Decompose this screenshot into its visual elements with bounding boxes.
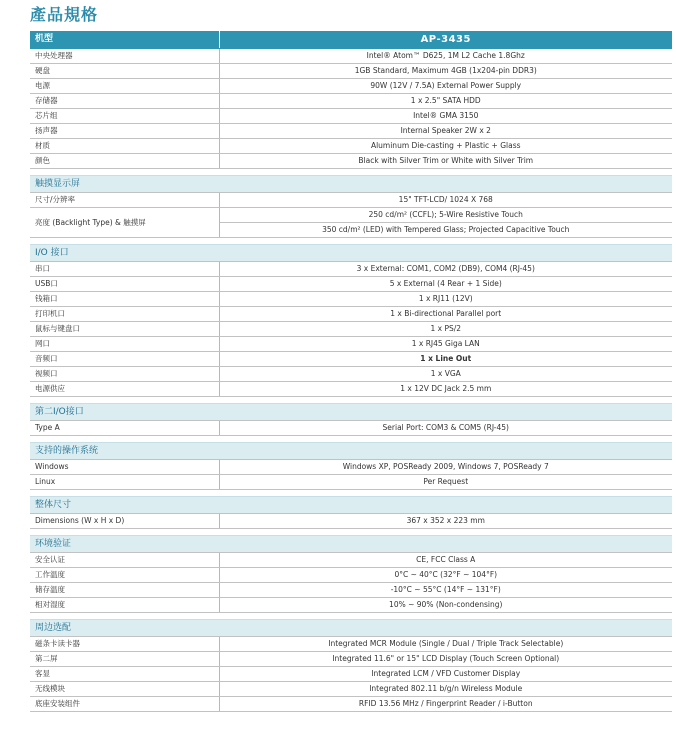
row-label: 磁条卡读卡器 [30,637,219,652]
row-value: Per Request [219,475,672,490]
section-title: 第二I/O接口 [30,404,672,421]
row-value: 1 x PS/2 [219,322,672,337]
row-label: 亮度 (Backlight Type) & 触摸屏 [30,208,219,238]
row-label: 存储器 [30,94,219,109]
row-label: 钱箱口 [30,292,219,307]
table-row [30,352,672,367]
row-value: Internal Speaker 2W x 2 [219,124,672,139]
row-value: 350 cd/m² (LED) with Tempered Glass; Projected Capacitive Touch [219,223,672,238]
table-row [30,475,672,490]
section-header-dimensions [30,497,672,514]
row-value: 1 x RJ45 Giga LAN [219,337,672,352]
table-row [30,667,672,682]
table-row [30,514,672,529]
section-title: 周边选配 [30,620,672,637]
section-header-touch [30,176,672,193]
row-label: 客显 [30,667,219,682]
table-row [30,382,672,397]
table-row [30,553,672,568]
row-label: 中央处理器 [30,49,219,64]
row-value: 0°C ~ 40°C (32°F ~ 104°F) [219,568,672,583]
row-value: 15" TFT-LCD/ 1024 X 768 [219,193,672,208]
table-row [30,94,672,109]
section-header-os [30,443,672,460]
row-value: RFID 13.56 MHz / Fingerprint Reader / i-Button [219,697,672,712]
section-gap [30,397,672,404]
row-label: 相对湿度 [30,598,219,613]
row-value: 250 cd/m² (CCFL); 5-Wire Resistive Touch [219,208,672,223]
row-label: 电源供应 [30,382,219,397]
row-label: 视频口 [30,367,219,382]
row-value: Integrated 802.11 b/g/n Wireless Module [219,682,672,697]
row-value: Aluminum Die-casting + Plastic + Glass [219,139,672,154]
row-value: Integrated MCR Module (Single / Dual / Triple Track Selectable) [219,637,672,652]
table-row [30,262,672,277]
row-label: Linux [30,475,219,490]
row-value: 5 x External (4 Rear + 1 Side) [219,277,672,292]
table-row [30,637,672,652]
table-row [30,124,672,139]
table-row [30,421,672,436]
row-label: 第二屏 [30,652,219,667]
table-row [30,652,672,667]
row-label: 储存温度 [30,583,219,598]
table-row [30,697,672,712]
section-gap [30,613,672,620]
page-title: 產品規格 [30,5,99,24]
section-title: 整体尺寸 [30,497,672,514]
row-value: Intel® Atom™ D625, 1M L2 Cache 1.8Ghz [219,49,672,64]
row-label: Dimensions (W x H x D) [30,514,219,529]
table-row [30,154,672,169]
row-label: Type A [30,421,219,436]
row-label: USB口 [30,277,219,292]
row-value: 1 x RJ11 (12V) [219,292,672,307]
row-value: Black with Silver Trim or White with Silver Trim [219,154,672,169]
section-title: 触摸显示屏 [30,176,672,193]
section-header-peripherals [30,620,672,637]
section-gap [30,238,672,245]
row-value: 1 x 2.5" SATA HDD [219,94,672,109]
table-header-row [30,31,672,49]
section-title: 环境验证 [30,536,672,553]
row-value: 90W (12V / 7.5A) External Power Supply [219,79,672,94]
row-label: Windows [30,460,219,475]
table-row [30,109,672,124]
table-row [30,307,672,322]
table-row [30,139,672,154]
row-label: 电源 [30,79,219,94]
row-label: 鼠标与键盘口 [30,322,219,337]
row-label: 硬盘 [30,64,219,79]
table-row [30,322,672,337]
section-title: 支持的操作系统 [30,443,672,460]
section-gap [30,169,672,176]
row-value: 367 x 352 x 223 mm [219,514,672,529]
table-row [30,682,672,697]
row-value: CE, FCC Class A [219,553,672,568]
row-value-text: 1 x Line Out [420,354,472,363]
table-row [30,598,672,613]
table-row [30,49,672,64]
row-label: 尺寸/分辨率 [30,193,219,208]
row-label: 工作温度 [30,568,219,583]
table-row [30,460,672,475]
row-value: 3 x External: COM1, COM2 (DB9), COM4 (RJ-45) [219,262,672,277]
row-value: Integrated LCM / VFD Customer Display [219,667,672,682]
table-row [30,292,672,307]
row-value: 1 x 12V DC Jack 2.5 mm [219,382,672,397]
table-row [30,337,672,352]
header-label: 机型 [30,31,219,49]
row-label: 颜色 [30,154,219,169]
section-title: I/O 接口 [30,245,672,262]
table-row [30,277,672,292]
row-value: 1GB Standard, Maximum 4GB (1x204-pin DDR3) [219,64,672,79]
row-label: 音频口 [30,352,219,367]
row-value: -10°C ~ 55°C (14°F ~ 131°F) [219,583,672,598]
row-label: 扬声器 [30,124,219,139]
row-value: Serial Port: COM3 & COM5 (RJ-45) [219,421,672,436]
table-row [30,208,672,223]
row-label: 芯片组 [30,109,219,124]
table-row [30,193,672,208]
table-row [30,568,672,583]
row-value: Windows XP, POSReady 2009, Windows 7, POSReady 7 [219,460,672,475]
table-row [30,367,672,382]
row-value: 10% ~ 90% (Non-condensing) [219,598,672,613]
row-value: Integrated 11.6" or 15" LCD Display (Touch Screen Optional) [219,652,672,667]
row-label: 网口 [30,337,219,352]
row-label: 串口 [30,262,219,277]
row-value: 1 x Bi-directional Parallel port [219,307,672,322]
row-label: 无线模块 [30,682,219,697]
spec-table [30,31,672,712]
section-header-io2 [30,404,672,421]
table-row [30,79,672,94]
table-row [30,583,672,598]
section-gap [30,490,672,497]
section-gap [30,529,672,536]
row-label: 底座安装组件 [30,697,219,712]
section-header-env [30,536,672,553]
row-value: Intel® GMA 3150 [219,109,672,124]
row-label: 材质 [30,139,219,154]
row-label: 安全认证 [30,553,219,568]
row-value [219,352,672,367]
section-gap [30,436,672,443]
row-label: 打印机口 [30,307,219,322]
section-header-io [30,245,672,262]
row-value: 1 x VGA [219,367,672,382]
model-name: AP-3435 [219,31,672,49]
table-row [30,64,672,79]
